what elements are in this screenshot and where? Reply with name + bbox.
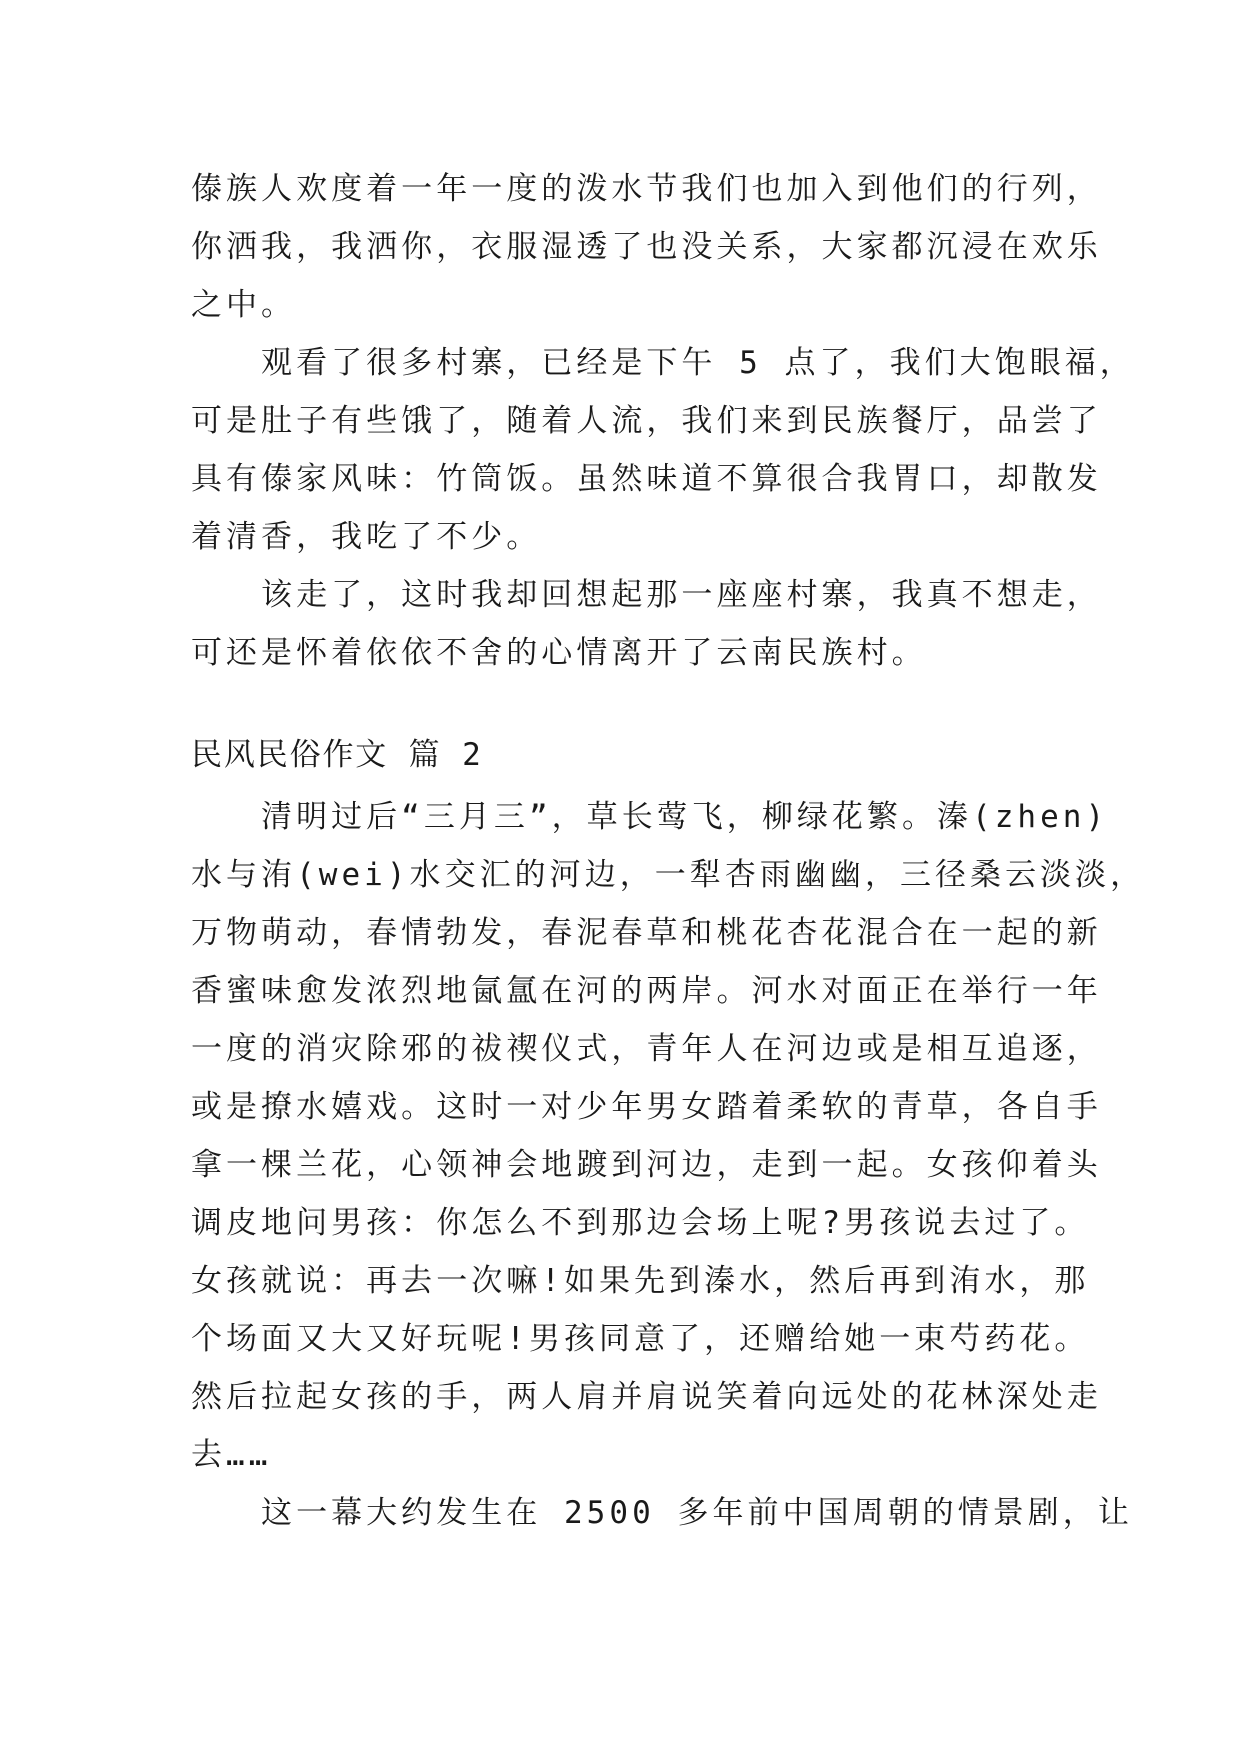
text-line: 女孩就说：再去一次嘛!如果先到溱水，然后再到洧水，那 [191,1263,1090,1299]
paragraph-zhou-dynasty [191,1484,1133,1542]
text-line: 个场面又大又好玩呢!男孩同意了，还赠给她一束芍药花。 [191,1321,1090,1357]
document-body [191,160,1146,1542]
text-line: 然后拉起女孩的手，两人肩并肩说笑着向远处的花林深处走 [191,1379,1102,1415]
paragraph-qingming [191,788,1146,1484]
text-line: 调皮地问男孩：你怎么不到那边会场上呢?男孩说去过了。 [191,1205,1090,1241]
text-line: 观看了很多村寨，已经是下午 5 点了，我们大饱眼福， [191,345,1135,381]
text-line: 可还是怀着依依不舍的心情离开了云南民族村。 [191,635,927,671]
text-line: 或是撩水嬉戏。这时一对少年男女踏着柔软的青草，各自手 [191,1089,1102,1125]
text-line: 拿一棵兰花，心领神会地踱到河边，走到一起。女孩仰着头 [191,1147,1102,1183]
text-line: 该走了，这时我却回想起那一座座村寨，我真不想走， [191,577,1102,613]
paragraph-village-visit [191,334,1135,566]
text-line: 你洒我，我洒你，衣服湿透了也没关系，大家都沉浸在欢乐 [191,229,1102,265]
text-line: 具有傣家风味：竹筒饭。虽然味道不算很合我胃口，却散发 [191,461,1102,497]
text-line: 清明过后“三月三”，草长莺飞，柳绿花繁。溱(zhen) [191,799,1109,835]
text-line: 万物萌动，春情勃发，春泥春草和桃花杏花混合在一起的新 [191,915,1102,951]
text-line: 傣族人欢度着一年一度的泼水节我们也加入到他们的行列， [191,171,1102,207]
text-line: 一度的消灾除邪的祓禊仪式，青年人在河边或是相互追逐， [191,1031,1102,1067]
text-line: 可是肚子有些饿了，随着人流，我们来到民族餐厅，品尝了 [191,403,1102,439]
text-line: 这一幕大约发生在 2500 多年前中国周朝的情景剧，让 [191,1495,1133,1531]
text-line: 去…… [191,1437,272,1473]
paragraph-water-festival [191,160,1102,334]
text-line: 着清香，我吃了不少。 [191,519,542,555]
text-line: 之中。 [191,287,297,323]
paragraph-leaving [191,566,1102,682]
text-line: 香蜜味愈发浓烈地氤氲在河的两岸。河水对面正在举行一年 [191,973,1102,1009]
section-heading: 民风民俗作文 篇 2 [191,737,483,773]
text-line: 水与洧(wei)水交汇的河边，一犁杏雨幽幽，三径桑云淡淡， [191,857,1146,893]
